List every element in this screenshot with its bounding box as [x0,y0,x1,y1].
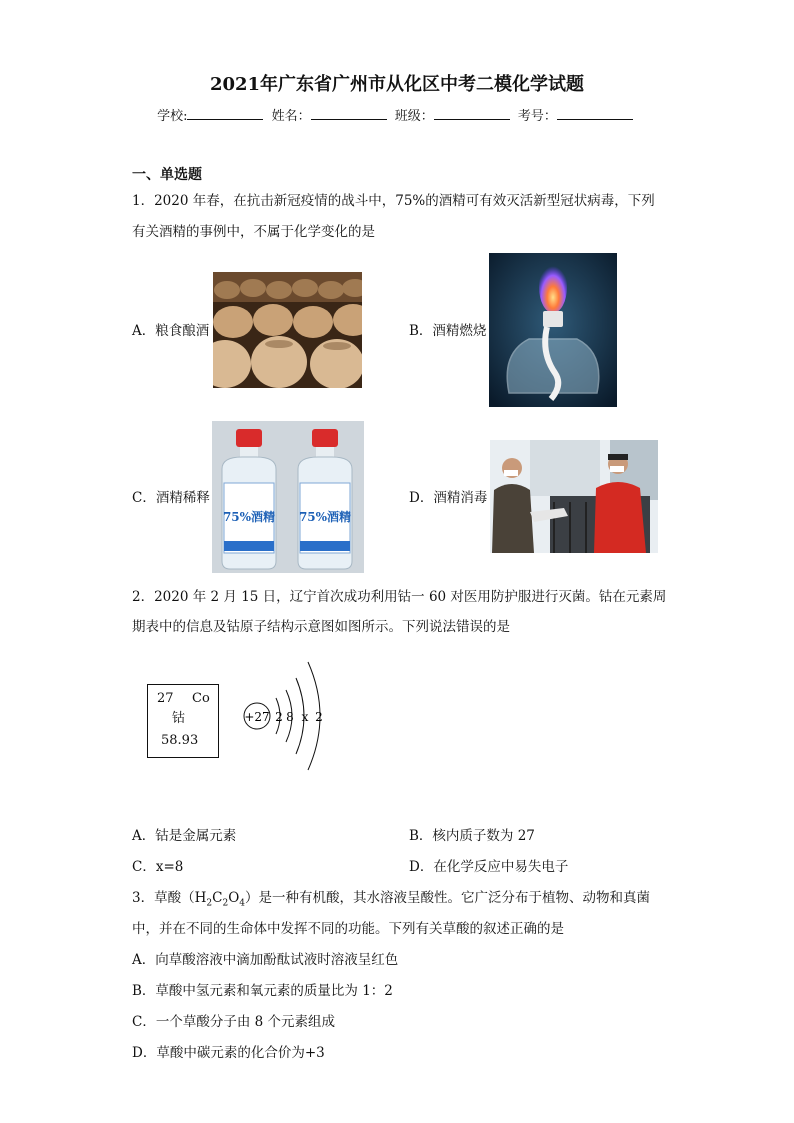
q3-option-c: C．一个草酸分子由 8 个元素组成 [132,1014,336,1030]
q1-stem-line1: 1．2020 年春，在抗击新冠疫情的战斗中，75%的酒精可有效灭活新型冠状病毒，下列 [132,193,655,209]
q3-option-d: D．草酸中碳元素的化合价为+3 [132,1045,325,1061]
number-label: 考号： [517,109,557,124]
alcohol-lamp-icon [489,253,617,407]
element-symbol: Co [192,691,210,706]
page-title: 2021年广东省广州市从化区中考二模化学试题 [209,74,585,95]
q1-option-b: B．酒精燃烧 [409,323,487,339]
school-blank [187,107,263,120]
name-blank [311,107,387,120]
q1-option-d: D．酒精消毒 [409,490,488,506]
q2-option-d: D．在化学反应中易失电子 [409,859,569,875]
q2-option-b: B．核内质子数为 27 [409,828,535,844]
class-blank [434,107,510,120]
q1-option-c: C．酒精稀释 [132,490,210,506]
shell-4-electrons: 2 [315,710,323,724]
element-atomic-number: 27 [157,691,174,706]
grain-brewing-image [213,272,362,388]
name-label: 姓名： [271,109,311,124]
element-mass: 58.93 [161,733,199,748]
nucleus-charge: +27 [244,710,270,724]
class-label: 班级： [394,109,434,124]
shell-1-electrons: 2 [275,710,283,724]
alcohol-dilution-image [212,421,364,573]
bottle-label-left: 75%酒精 [222,510,276,524]
wine-jars-icon [213,272,362,388]
q1-option-a: A．粮食酿酒 [132,323,210,339]
alcohol-disinfection-image [490,440,658,553]
q3-stem-line2: 中，并在不同的生命体中发挥不同的功能。下列有关草酸的叙述正确的是 [132,921,564,937]
q3-stem-line1: 3．草酸$(H_2C_2O_4)$是一种有机酸，其水溶液呈酸性。它广泛分布于植物、动物和真菌 [132,890,650,909]
bottle-label-right: 75%酒精 [298,510,352,524]
number-blank [557,107,633,120]
q2-option-c: C．x=8 [132,859,184,875]
q3-option-b: B．草酸中氢元素和氧元素的质量比为 1：2 [132,983,393,999]
section-heading: 一、单选题 [132,167,202,183]
alcohol-burning-image [489,253,617,407]
q2-stem-line1: 2．2020 年 2 月 15 日，辽宁首次成功利用钴一 60 对医用防护服进行灭菌。钴在元素周 [132,589,667,605]
element-card [147,684,219,758]
shell-2-electrons: 8 [286,710,294,724]
element-name: 钴 [172,711,186,726]
student-info-line [0,105,794,124]
q3-option-a: A．向草酸溶液中滴加酚酞试液时溶液呈红色 [132,952,399,968]
school-label: 学校: [157,109,188,124]
q1-stem-line2: 有关酒精的事例中，不属于化学变化的是 [132,224,375,240]
shell-3-electrons: x [301,710,309,724]
q2-option-a: A．钴是金属元素 [132,828,237,844]
atom-structure-diagram [240,654,340,778]
q2-stem-line2: 期表中的信息及钴原子结构示意图如图所示。下列说法错误的是 [132,619,510,635]
people-disinfecting-icon [490,440,658,553]
